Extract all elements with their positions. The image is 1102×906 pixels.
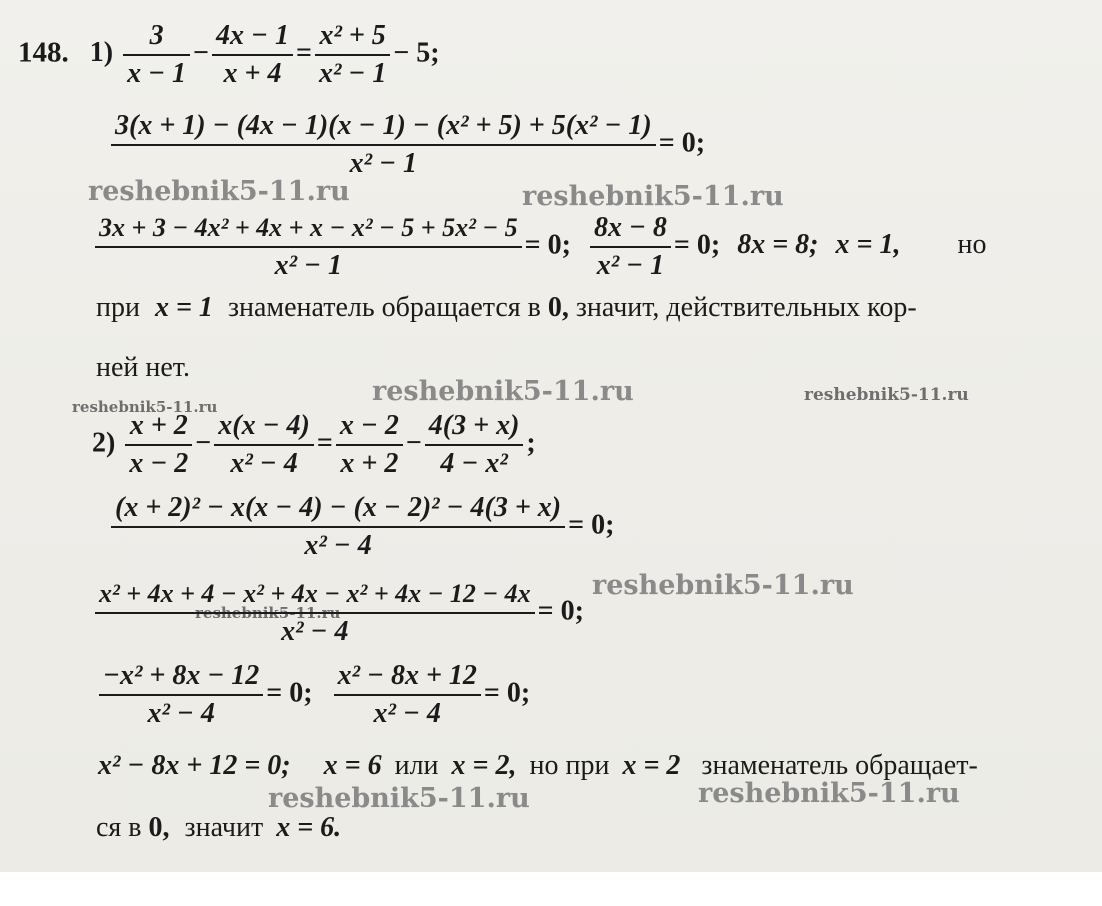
denominator: 4 − x² [440, 448, 508, 479]
part2-equation [92, 410, 536, 480]
fraction [334, 660, 481, 730]
equation-tail: − 5; [393, 37, 440, 69]
text: значит [184, 812, 264, 843]
problem-number: 148. [18, 36, 69, 69]
math-expression: 8x = 8; [737, 229, 819, 261]
denominator: x² − 1 [274, 250, 343, 281]
text: или [394, 750, 439, 781]
operator: − [195, 427, 212, 459]
equation-tail: = 0; [483, 677, 531, 709]
equation-tail: ; [526, 427, 536, 459]
fraction [125, 410, 192, 480]
fraction [336, 410, 403, 480]
part-label: 1) [89, 37, 114, 69]
numerator: x − 2 [339, 410, 399, 441]
problem-header-line [18, 20, 440, 90]
math-expression: x = 6. [276, 812, 342, 843]
text: при [96, 292, 140, 323]
numerator: x² + 5 [319, 20, 386, 51]
denominator: x² − 4 [281, 616, 349, 647]
text-line [98, 750, 978, 782]
operator: − [405, 427, 422, 459]
math-expression: x = 1, [835, 229, 901, 261]
numerator: 8x − 8 [593, 212, 667, 243]
watermark: reshebnik5-11.ru [72, 398, 218, 416]
denominator: x² − 1 [349, 148, 418, 179]
watermark: reshebnik5-11.ru [592, 570, 854, 601]
denominator: x + 4 [223, 58, 282, 89]
solution-step [108, 110, 705, 180]
text-line [96, 812, 341, 844]
numerator: 3(x + 1) − (4x − 1)(x − 1) − (x² + 5) + 5(x² − 1) [115, 110, 652, 141]
operator: = [316, 427, 333, 459]
solution-step [108, 492, 614, 562]
fraction [111, 492, 565, 562]
watermark: reshebnik5-11.ru [268, 783, 530, 814]
denominator: x − 2 [129, 448, 189, 479]
math-expression: 0, [148, 812, 170, 843]
fraction [95, 212, 522, 282]
fraction [214, 410, 314, 480]
equation-tail: = 0; [266, 677, 313, 709]
fraction [111, 110, 656, 180]
denominator: x² − 1 [596, 250, 665, 281]
text-line [96, 352, 190, 384]
text: знаменатель обращает- [701, 750, 978, 781]
fraction [95, 578, 535, 648]
math-expression: x = 1 [154, 292, 213, 323]
denominator: x² − 4 [147, 698, 215, 729]
denominator: x − 1 [127, 58, 187, 89]
numerator: x² + 4x + 4 − x² + 4x − x² + 4x − 12 − 4x [99, 579, 531, 608]
numerator: −x² + 8x − 12 [103, 660, 260, 691]
numerator: 4x − 1 [216, 20, 289, 51]
equation-tail: = 0; [673, 229, 721, 261]
solution-step [92, 578, 584, 648]
watermark: reshebnik5-11.ru [88, 176, 350, 207]
math-expression: x = 2 [622, 750, 681, 781]
fraction [123, 20, 190, 90]
denominator: x² − 4 [230, 448, 298, 479]
text: знаменатель обращается в [227, 292, 541, 323]
denominator: x² − 4 [304, 530, 372, 561]
fraction [212, 20, 293, 90]
denominator: x + 2 [340, 448, 399, 479]
numerator: (x + 2)² − x(x − 4) − (x − 2)² − 4(3 + x) [115, 492, 562, 523]
watermark: reshebnik5-11.ru [698, 778, 960, 809]
text: ся в [96, 812, 142, 843]
fraction [425, 410, 524, 480]
math-expression: 0, [547, 292, 569, 323]
watermark: reshebnik5-11.ru [804, 385, 969, 405]
operator: − [193, 37, 210, 69]
math-expression: x = 6 [323, 750, 382, 781]
denominator: x² − 1 [318, 58, 387, 89]
operator: = [295, 37, 312, 69]
fraction [315, 20, 390, 90]
text-line [96, 292, 917, 324]
fraction [590, 212, 671, 282]
math-expression: x² − 8x + 12 = 0; [98, 750, 291, 781]
text: но [957, 229, 987, 261]
numerator: x² − 8x + 12 [337, 660, 477, 691]
part-label: 2) [92, 427, 116, 459]
equation-tail: = 0; [658, 127, 706, 159]
fraction [99, 660, 263, 730]
numerator: 4(3 + x) [428, 410, 520, 441]
text: ней нет. [96, 352, 190, 383]
equation-tail: = 0; [568, 509, 615, 541]
watermark: reshebnik5-11.ru [522, 181, 784, 212]
solution-step [96, 660, 530, 730]
solution-step [92, 212, 986, 282]
watermark: reshebnik5-11.ru [372, 376, 634, 407]
numerator: 3x + 3 − 4x² + 4x + x − x² − 5 + 5x² − 5 [99, 213, 518, 242]
math-expression: x = 2, [451, 750, 517, 781]
text: но при [529, 750, 610, 781]
text: значит, действительных кор- [575, 292, 917, 323]
equation-tail: = 0; [524, 229, 571, 261]
numerator: 3 [149, 20, 164, 51]
numerator: x(x − 4) [218, 410, 310, 441]
denominator: x² − 4 [373, 698, 441, 729]
numerator: x + 2 [129, 410, 188, 441]
watermark: reshebnik5-11.ru [195, 604, 341, 622]
equation-tail: = 0; [537, 595, 584, 627]
